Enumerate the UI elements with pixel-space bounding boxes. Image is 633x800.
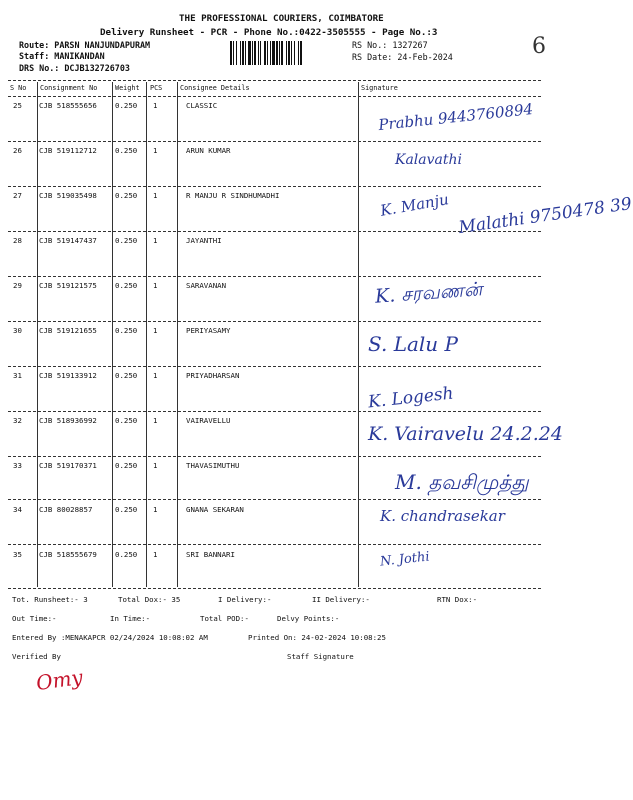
row-consignment: CJB 518936992 [39,416,97,425]
row-pcs: 1 [153,236,158,245]
row-sno: 29 [13,281,22,290]
row-consignee: VAIRAVELLU [186,416,231,425]
row-divider [8,186,541,187]
row-consignee: GNANA SEKARAN [186,505,244,514]
runsheet-title: Delivery Runsheet - PCR - Phone No.:0422-3505555 - Page No.:3 [100,27,438,38]
row-weight: 0.250 [115,505,138,514]
row-pcs: 1 [153,326,158,335]
page-handwritten-number: 6 [532,34,546,59]
signature-31: K. Logesh [367,383,455,413]
row-pcs: 1 [153,191,158,200]
signature-27: K. Manju [378,190,451,220]
row-consignee: R MANJU R SINDHUMADHI [186,191,280,200]
row-divider [8,544,541,545]
verified-by-label: Verified By [12,652,61,661]
route: Route: PARSN NANJUNDAPURAM [19,40,151,50]
signature-26: Kalavathi [395,152,463,168]
col-sep-2 [112,82,113,587]
drs-number: DRS No.: DCJB132726703 [19,63,130,73]
row-sno: 32 [13,416,22,425]
col-weight: Weight [115,84,140,92]
row-consignment: CJB 519121575 [39,281,97,290]
row-consignee: SARAVANAN [186,281,227,290]
row-weight: 0.250 [115,416,138,425]
row-consignment: CJB 519112712 [39,146,97,155]
col-sno: S No [10,84,27,92]
row-consignee: JAYANTHI [186,236,222,245]
signature-32: K. Vairavelu 24.2.24 [368,423,563,445]
total-pod: Total POD:- [200,614,249,623]
row-weight: 0.250 [115,326,138,335]
row-sno: 27 [13,191,22,200]
row-consignee: CLASSIC [186,101,218,110]
row-pcs: 1 [153,461,158,470]
row-sno: 25 [13,101,22,110]
row-weight: 0.250 [115,550,138,559]
delvy-points: Delvy Points:- [277,614,340,623]
row-weight: 0.250 [115,191,138,200]
header-bottom-rule [8,96,541,97]
col-consignment: Consignment No [40,84,98,92]
signature-28: Malathi 9750478 39 [457,193,633,239]
staff: Staff: MANIKANDAN [19,51,105,61]
row-sno: 30 [13,326,22,335]
rs-date: RS Date: 24-Feb-2024 [352,52,453,62]
row-consignment: CJB 519035498 [39,191,97,200]
col-signature: Signature [361,84,398,92]
row-consignee: THAVASIMUTHU [186,461,240,470]
table-bottom-rule [8,588,541,589]
row-consignee: ARUN KUMAR [186,146,231,155]
row-pcs: 1 [153,550,158,559]
row-pcs: 1 [153,101,158,110]
signature-29: K. சரவணன் [374,278,483,308]
entered-by: Entered By :MENAKAPCR 02/24/2024 10:08:02 AM [12,633,208,642]
row-pcs: 1 [153,371,158,380]
row-sno: 33 [13,461,22,470]
row-pcs: 1 [153,505,158,514]
row-consignment: CJB 519147437 [39,236,97,245]
row-divider [8,321,541,322]
company-name: THE PROFESSIONAL COURIERS, COIMBATORE [179,13,384,24]
rtn-dox: RTN Dox:- [437,595,478,604]
row-weight: 0.250 [115,236,138,245]
row-divider [8,276,541,277]
row-consignment: CJB 519121655 [39,326,97,335]
row-consignment: CJB 518555656 [39,101,97,110]
rs-number: RS No.: 1327267 [352,40,428,50]
row-divider [8,456,541,457]
col-sep-3 [146,82,147,587]
in-time: In Time:- [110,614,151,623]
row-divider [8,411,541,412]
row-consignment: CJB 518555679 [39,550,97,559]
row-sno: 26 [13,146,22,155]
row-divider [8,141,541,142]
row-divider [8,499,541,500]
tot-runsheet: Tot. Runsheet:- 3 [12,595,88,604]
row-pcs: 1 [153,416,158,425]
ii-delivery: II Delivery:- [312,595,370,604]
header-top-rule [8,80,541,81]
row-weight: 0.250 [115,146,138,155]
row-sno: 31 [13,371,22,380]
row-consignee: PERIYASAMY [186,326,231,335]
row-consignment: CJB 519133912 [39,371,97,380]
printed-on: Printed On: 24-02-2024 10:08:25 [248,633,386,642]
staff-signature-label: Staff Signature [287,652,354,661]
col-pcs: PCS [150,84,163,92]
signature-25: Prabhu 9443760894 [377,99,534,135]
out-time: Out Time:- [12,614,57,623]
row-consignment: CJB 80028857 [39,505,93,514]
row-sno: 34 [13,505,22,514]
row-weight: 0.250 [115,281,138,290]
row-sno: 35 [13,550,22,559]
signature-35: N. Jothi [379,549,431,570]
row-pcs: 1 [153,281,158,290]
row-consignee: PRIYADHARSAN [186,371,240,380]
col-sep-5 [358,82,359,587]
col-sep-4 [177,82,178,587]
row-consignee: SRI BANNARI [186,550,235,559]
row-divider [8,366,541,367]
col-sep-1 [37,82,38,587]
row-sno: 28 [13,236,22,245]
row-consignment: CJB 519170371 [39,461,97,470]
signature-30: S. Lalu P [368,332,458,356]
row-weight: 0.250 [115,461,138,470]
row-weight: 0.250 [115,101,138,110]
total-dox: Total Dox:- 35 [118,595,181,604]
i-delivery: I Delivery:- [218,595,272,604]
barcode [230,41,345,65]
row-weight: 0.250 [115,371,138,380]
signature-34: K. chandrasekar [380,507,505,525]
row-pcs: 1 [153,146,158,155]
verifier-initials: Omy [34,664,85,696]
signature-33: M. தவசிமுத்து [395,470,529,494]
col-consignee: Consignee Details [180,84,250,92]
